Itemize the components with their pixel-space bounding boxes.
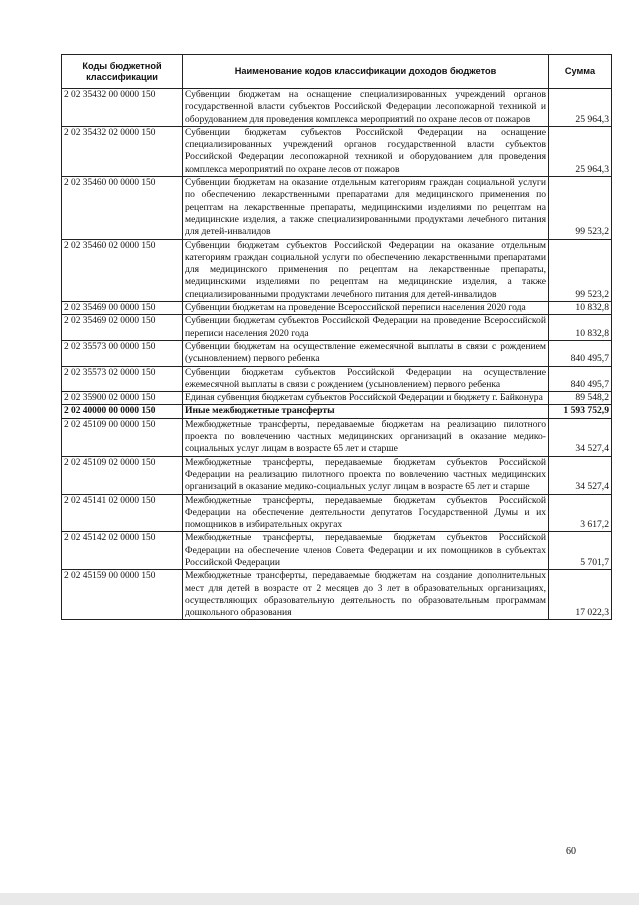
row-sum: 34 527,4: [549, 456, 612, 494]
row-sum: 10 832,8: [549, 302, 612, 315]
header-code: Коды бюджетной классификации: [62, 55, 183, 89]
table-row: [62, 340, 612, 366]
table-row: [62, 239, 612, 301]
table-row: [62, 532, 612, 570]
table-row: [62, 126, 612, 176]
row-name: Иные межбюджетные трансферты: [183, 405, 549, 418]
row-sum: 34 527,4: [549, 418, 612, 456]
row-sum: 25 964,3: [549, 89, 612, 127]
row-sum: 10 832,8: [549, 315, 612, 341]
row-code: 2 02 35460 00 0000 150: [62, 177, 183, 239]
row-code: 2 02 40000 00 0000 150: [62, 405, 183, 418]
header-sum: Сумма: [549, 55, 612, 89]
table-row: [62, 392, 612, 405]
scan-edge: [0, 893, 639, 905]
table-row: [62, 418, 612, 456]
budget-revenue-table: [61, 54, 612, 620]
header-name: Наименование кодов классификации доходов бюджетов: [183, 55, 549, 89]
table-header-row: [62, 55, 612, 89]
row-name: Межбюджетные трансферты, передаваемые бюджетам субъектов Российской Федерации на обеспечение деятельности депутатов Государственной Думы и их помощников в избирательных округах: [183, 494, 549, 532]
row-name: Межбюджетные трансферты, передаваемые бюджетам субъектов Российской Федерации на обеспечение членов Совета Федерации и их помощников в субъектах Российской Федерации: [183, 532, 549, 570]
row-code: 2 02 35469 02 0000 150: [62, 315, 183, 341]
row-sum: 99 523,2: [549, 239, 612, 301]
row-name: Межбюджетные трансферты, передаваемые бюджетам на создание дополнительных мест для детей в возрасте от 2 месяцев до 3 лет в образовательных организациях, осуществляющих образовательную деятельность по образовательным программам дошкольного образования: [183, 570, 549, 620]
table-row: [62, 366, 612, 392]
row-code: 2 02 35432 02 0000 150: [62, 126, 183, 176]
row-code: 2 02 35460 02 0000 150: [62, 239, 183, 301]
row-code: 2 02 35432 00 0000 150: [62, 89, 183, 127]
row-sum: 3 617,2: [549, 494, 612, 532]
row-code: 2 02 35573 02 0000 150: [62, 366, 183, 392]
row-code: 2 02 45109 02 0000 150: [62, 456, 183, 494]
row-name: Субвенции бюджетам на проведение Всероссийской переписи населения 2020 года: [183, 302, 549, 315]
row-sum: 99 523,2: [549, 177, 612, 239]
row-name: Субвенции бюджетам на оснащение специализированных учреждений органов государственной власти субъектов Российской Федерации лесопожарной техникой и оборудованием для проведения комплекса мероприятий по охране лесов от пожаров: [183, 89, 549, 127]
row-name: Субвенции бюджетам субъектов Российской Федерации на проведение Всероссийской переписи населения 2020 года: [183, 315, 549, 341]
row-name: Субвенции бюджетам субъектов Российской Федерации на оказание отдельным категориям граждан социальной услуги по обеспечению лекарственными препаратами для медицинского применения по рецептам на лекарственные препараты, медицинскими изделиями по рецептам на медицинские изделия, а также специализированными продуктами лечебного питания для детей-инвалидов: [183, 239, 549, 301]
table-row: [62, 570, 612, 620]
row-sum: 17 022,3: [549, 570, 612, 620]
row-name: Межбюджетные трансферты, передаваемые бюджетам субъектов Российской Федерации на реализацию пилотного проекта по вовлечению частных медицинских организаций в оказание медико-социальных услуг лицам в возрасте 65 лет и старше: [183, 456, 549, 494]
row-name: Межбюджетные трансферты, передаваемые бюджетам на реализацию пилотного проекта по вовлечению частных медицинских организаций в оказание медико-социальных услуг лицам в возрасте 65 лет и старше: [183, 418, 549, 456]
row-name: Субвенции бюджетам субъектов Российской Федерации на осуществление ежемесячной выплаты в связи с рождением (усыновлением) первого ребенка: [183, 366, 549, 392]
row-code: 2 02 35573 00 0000 150: [62, 340, 183, 366]
table-row: [62, 456, 612, 494]
row-sum: 840 495,7: [549, 340, 612, 366]
table-row: [62, 315, 612, 341]
row-sum: 1 593 752,9: [549, 405, 612, 418]
table-row: [62, 494, 612, 532]
row-code: 2 02 45109 00 0000 150: [62, 418, 183, 456]
table-row: [62, 177, 612, 239]
row-code: 2 02 35900 02 0000 150: [62, 392, 183, 405]
row-name: Субвенции бюджетам на осуществление ежемесячной выплаты в связи с рождением (усыновлением) первого ребенка: [183, 340, 549, 366]
row-name: Субвенции бюджетам на оказание отдельным категориям граждан социальной услуги по обеспечению лекарственными препаратами для медицинского применения по рецептам на лекарственные препараты, медицинскими изделиями по рецептам на медицинские изделия, а также специализированными продуктами лечебного питания для детей-инвалидов: [183, 177, 549, 239]
row-sum: 840 495,7: [549, 366, 612, 392]
row-code: 2 02 45141 02 0000 150: [62, 494, 183, 532]
table-row: [62, 302, 612, 315]
row-code: 2 02 45159 00 0000 150: [62, 570, 183, 620]
row-sum: 25 964,3: [549, 126, 612, 176]
row-code: 2 02 35469 00 0000 150: [62, 302, 183, 315]
row-sum: 5 701,7: [549, 532, 612, 570]
table-row: [62, 89, 612, 127]
row-name: Субвенции бюджетам субъектов Российской Федерации на оснащение специализированных учреждений органов государственной власти субъектов Российской Федерации лесопожарной техникой и оборудованием для проведения комплекса мероприятий по охране лесов от пожаров: [183, 126, 549, 176]
row-name: Единая субвенция бюджетам субъектов Российской Федерации и бюджету г. Байконура: [183, 392, 549, 405]
table-row: [62, 405, 612, 418]
page-number: 60: [566, 846, 576, 857]
row-code: 2 02 45142 02 0000 150: [62, 532, 183, 570]
row-sum: 89 548,2: [549, 392, 612, 405]
